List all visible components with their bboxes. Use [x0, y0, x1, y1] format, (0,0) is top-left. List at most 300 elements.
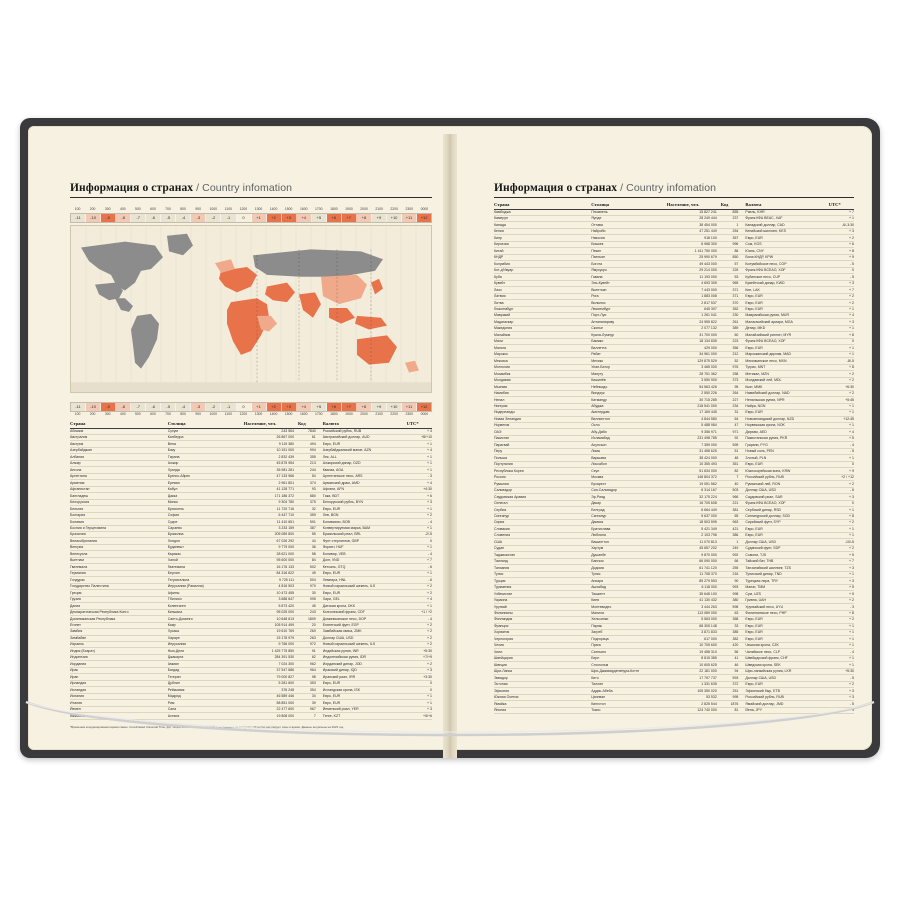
cell-currency: Белорусский рубль, BYN [320, 499, 407, 505]
cell-population: 22 181 000 [667, 668, 721, 674]
cell-code: 1 [721, 539, 743, 545]
cell-utc: + 3 [407, 499, 432, 505]
cell-utc: + 3 [829, 578, 854, 584]
cell-currency: Австралийский доллар, AUD [320, 434, 407, 440]
timezone-offset-cell: -8 [116, 403, 131, 411]
cell-currency: Евро, EUR [742, 461, 828, 467]
cell-code: 49 [298, 570, 320, 576]
cell-population: 11 708 370 [667, 571, 721, 577]
timezone-offset-cell: +3 [282, 403, 297, 411]
cell-population: 9 304 780 [244, 499, 298, 505]
cell-utc: + 1 [829, 422, 854, 428]
cell-country: Нигерия [494, 403, 591, 409]
cell-utc: + 4 [407, 447, 432, 453]
cell-capital: Рабат [591, 351, 667, 357]
cell-code: 494 [298, 441, 320, 447]
cell-utc: + 2 [407, 661, 432, 667]
cell-utc: + 1 [407, 460, 432, 466]
cell-country: ОАЭ [494, 429, 591, 435]
cell-currency: Новый израильский шекель, ILS [320, 583, 407, 589]
cell-currency: Евро, EUR [742, 345, 828, 351]
timezone-hour-label: 1100 [224, 207, 232, 211]
cell-utc: + 1 [829, 403, 854, 409]
cell-country: Йемен [70, 706, 168, 712]
cell-code: 7 [721, 474, 743, 480]
cell-code: 993 [721, 584, 743, 590]
country-table-left [70, 421, 432, 720]
cell-capital: Варшава [591, 455, 667, 461]
cell-country: Республика Корея [494, 468, 591, 474]
cell-code: 86 [721, 248, 743, 254]
cell-population: 105 350 020 [667, 688, 721, 694]
cell-currency: Евро, EUR [742, 300, 828, 306]
cell-capital: Афины [168, 590, 244, 596]
cell-population: 53 532 [667, 694, 721, 700]
cell-capital: Куала-Лумпур [591, 332, 667, 338]
timezone-hour-label: 1700 [315, 207, 323, 211]
cell-capital: Вильнюс [591, 300, 667, 306]
cell-country: Испания [70, 693, 168, 699]
cell-code: 994 [298, 447, 320, 453]
cell-utc: +5:30 [829, 668, 854, 674]
cell-capital: Ташкент [591, 591, 667, 597]
cell-code: 254 [721, 228, 743, 234]
cell-currency: Танзанийский шиллинг, TZS [742, 565, 828, 571]
cell-capital: Подгорица [591, 636, 667, 642]
cell-capital: Хельсинки [591, 617, 667, 623]
cell-code: 963 [721, 520, 743, 526]
cell-currency: Евро, EUR [742, 629, 828, 635]
cell-currency: Злотый, PLN [742, 455, 828, 461]
cell-population: 85 279 553 [667, 578, 721, 584]
cell-country: Молдавия [494, 377, 591, 383]
cell-currency: Суданский фунт, SDP [742, 545, 828, 551]
cell-utc: + 6 [829, 241, 854, 247]
cell-utc: + 3 [407, 706, 432, 712]
cell-utc: + 2 [829, 681, 854, 687]
cell-capital: Луанда [168, 467, 244, 473]
cell-population: 8 815 385 [667, 655, 721, 661]
cell-country: Мали [494, 338, 591, 344]
timezone-offset-cell: +4 [297, 214, 312, 222]
cell-population: 18 134 835 [667, 338, 721, 344]
timezone-offset-cell: -9 [101, 214, 116, 222]
cell-country: Тунис [494, 571, 591, 577]
timezone-offset-cell: +10 [387, 214, 402, 222]
cell-country: Монголия [494, 364, 591, 370]
cell-utc: + 2 [829, 300, 854, 306]
cell-code: 504 [298, 577, 320, 583]
cell-country: Таиланд [494, 558, 591, 564]
cell-capital: Будапешт [168, 544, 244, 550]
cell-currency: Евро, EUR [320, 570, 407, 576]
cell-population: 66 090 000 [667, 558, 721, 564]
cell-population: 29 214 000 [667, 267, 721, 273]
cell-code: 57 [721, 261, 743, 267]
cell-code: 45 [298, 603, 320, 609]
cell-country: Филиппины [494, 610, 591, 616]
cell-currency: Доллар США, USD [320, 635, 407, 641]
cell-utc: + 7 [407, 557, 432, 563]
cell-utc: + 1 [829, 507, 854, 513]
cell-population: 2 103 796 [667, 532, 721, 538]
cell-currency: Датская крона, DKK [320, 603, 407, 609]
cell-currency: Шри-ланкийская рупия, LKR [742, 668, 828, 674]
col-country: Страна [70, 421, 168, 428]
timezone-hour-label: 500 [135, 412, 141, 416]
cell-currency: Южнокорейская вона, KRW [742, 468, 828, 474]
cell-currency: Российский рубль, RUB [320, 428, 407, 434]
left-page [36, 134, 460, 758]
cell-capital: Багдад [168, 667, 244, 673]
cell-capital: Астана [168, 713, 244, 719]
cell-utc: + 2 [829, 390, 854, 396]
cell-country: Австрия [70, 441, 168, 447]
cell-capital: Эль-Кувейт [591, 280, 667, 286]
cell-population: 5 637 000 [667, 513, 721, 519]
cell-capital: Кито [591, 675, 667, 681]
cell-currency: Денар, MKD [742, 325, 828, 331]
cell-population: 10 605 625 [667, 662, 721, 668]
cell-country: Израиль [70, 641, 168, 647]
cell-country: Франция [494, 623, 591, 629]
cell-utc: -2/-5 [407, 532, 432, 538]
cell-currency: Новый израильский шекель, ILS [320, 641, 407, 647]
cell-country: Чили [494, 649, 591, 655]
timezone-offset-cell: +3 [282, 214, 297, 222]
cell-currency: Кьят, MMK [742, 384, 828, 390]
cell-capital: Дублин [168, 680, 244, 686]
cell-currency: Сом, KGS [742, 241, 828, 247]
cell-country: Финляндия [494, 617, 591, 623]
cell-capital: Хараре [168, 635, 244, 641]
cell-population: 49 443 000 [667, 261, 721, 267]
cell-country: Камерун [494, 215, 591, 221]
cell-currency: Форинт, HUF [320, 544, 407, 550]
cell-currency: Кетсаль, GTQ [320, 564, 407, 570]
cell-country: Люксембург [494, 306, 591, 312]
cell-utc: 0 [829, 338, 854, 344]
right-page [464, 134, 880, 758]
cell-population: 376 248 [244, 687, 298, 693]
cell-capital: Ереван [168, 480, 244, 486]
cell-population: 24 955 822 [667, 319, 721, 325]
cell-population: 3 688 647 [244, 596, 298, 602]
cell-capital: Лиссабон [591, 461, 667, 467]
cell-capital: Ашхабад [591, 584, 667, 590]
cell-country: Албания [70, 454, 168, 460]
cell-population: 41 128 771 [244, 486, 298, 492]
cell-code: 264 [721, 390, 743, 396]
notebook-spine [443, 134, 457, 758]
world-map-svg [71, 226, 431, 392]
cell-currency: Евро, EUR [742, 623, 828, 629]
cell-population: 10 705 600 [667, 642, 721, 648]
cell-capital: Вашингтон [591, 539, 667, 545]
cell-population: 6 447 710 [244, 512, 298, 518]
col-utc: UTC* [407, 421, 432, 428]
cell-utc: - 4 [829, 649, 854, 655]
timezone-offset-cell: +2 [267, 403, 282, 411]
cell-currency: Швейцарский франк, CHF [742, 655, 828, 661]
cell-population: 6 968 300 [667, 241, 721, 247]
col-population: Население, чел. [667, 202, 721, 209]
cell-population: 45 657 202 [667, 545, 721, 551]
cell-utc: + 1 [829, 410, 854, 416]
cell-currency: Кувейтский динар, KWD [742, 280, 828, 286]
cell-population: 171 186 372 [244, 493, 298, 499]
cell-country: Зимбабве [70, 635, 168, 641]
cell-capital: Кабул [168, 486, 244, 492]
cell-country: Кипр [494, 235, 591, 241]
cell-currency: Евро, EUR [742, 681, 828, 687]
cell-code: 244 [298, 467, 320, 473]
cell-code: 55 [298, 532, 320, 538]
cell-currency: Боливар, VEB [320, 551, 407, 557]
cell-capital: Скопье [591, 325, 667, 331]
cell-utc: + 2 [829, 371, 854, 377]
cell-code: 98 [298, 674, 320, 680]
cell-population: 31 458 625 [667, 448, 721, 454]
cell-capital: Душанбе [591, 552, 667, 558]
cell-code: 591 [298, 519, 320, 525]
cell-currency: Евро, EUR [320, 590, 407, 596]
cell-currency: Индийская рупия, INR [320, 648, 407, 654]
cell-country: Шри-Ланка [494, 668, 591, 674]
cell-capital: Тирана [168, 454, 244, 460]
timezone-offset-cell: +5 [312, 214, 327, 222]
timezone-hour-label: 1900 [345, 412, 353, 416]
cell-currency: Сомони, TJS [742, 552, 828, 558]
title-divider-right [494, 197, 854, 198]
cell-code: 221 [721, 500, 743, 506]
cell-capital: Алжир [168, 460, 244, 466]
title-divider-left [70, 197, 432, 198]
cell-utc: + 5 [829, 584, 854, 590]
cell-population: 3 871 833 [667, 629, 721, 635]
cell-country: Колумбия [494, 261, 591, 267]
cell-code: 60 [721, 332, 743, 338]
timezone-hour-label: 200 [89, 412, 96, 416]
cell-code: 359 [298, 512, 320, 518]
cell-country: Сербия [494, 507, 591, 513]
cell-capital: Джакарта [168, 654, 244, 660]
cell-country: Иран [70, 674, 168, 680]
cell-capital: Лусака [168, 629, 244, 635]
timezone-offset-cell: -7 [131, 403, 146, 411]
timezone-offset-cell: +7 [342, 214, 357, 222]
cell-population: 3 465 000 [667, 364, 721, 370]
cell-utc: + 3 [829, 688, 854, 694]
cell-code: 996 [721, 241, 743, 247]
cell-population: 1 331 635 [667, 681, 721, 687]
cell-currency: Турецкая лира, TRY [742, 578, 828, 584]
cell-population: 9 779 000 [244, 544, 298, 550]
cell-country: Латвия [494, 293, 591, 299]
cell-currency: Египетский фунт, EGP [320, 622, 407, 628]
table-header-row [494, 202, 854, 209]
cell-population: 231 498 785 [667, 435, 721, 441]
cell-code: 503 [721, 487, 743, 493]
cell-utc: + 8 [829, 610, 854, 616]
cell-currency: Лек, ALL [320, 454, 407, 460]
cell-country: Ямайка [494, 701, 591, 707]
cell-code: 82 [721, 468, 743, 474]
cell-population: 9 725 111 [244, 577, 298, 583]
cell-code: 260 [298, 629, 320, 635]
cell-utc: 0 [829, 461, 854, 467]
cell-population: 79 000 827 [244, 674, 298, 680]
timezone-hour-label: 1400 [269, 207, 278, 211]
cell-utc: 0 [407, 680, 432, 686]
cell-currency: Эфиопский быр, ETB [742, 688, 828, 694]
cell-code: 375 [298, 499, 320, 505]
cell-code: 970 [298, 583, 320, 589]
cell-capital: Прага [591, 642, 667, 648]
cell-population: 34 961 000 [667, 351, 721, 357]
timezone-offset-cell: +6 [327, 403, 342, 411]
cell-code: 62 [298, 654, 320, 660]
timezone-offsets-bottom [70, 402, 432, 412]
timezone-offset-cell: -10 [86, 214, 101, 222]
col-currency: Валюта [320, 421, 407, 428]
cell-population: 113 089 000 [667, 610, 721, 616]
cell-utc: + 5 [829, 591, 854, 597]
cell-code: 992 [721, 552, 743, 558]
cell-currency: Маврикийская рупия, MUR [742, 313, 828, 319]
timezone-offset-cell: -3 [191, 214, 206, 222]
cell-capital: Сукре [168, 519, 244, 525]
cell-country: Бразилия [70, 532, 168, 538]
cell-code: 65 [721, 513, 743, 519]
cell-capital: Мадрид [168, 693, 244, 699]
cell-population: 284 391 530 [244, 654, 298, 660]
cell-country: Исландия [70, 687, 168, 693]
cell-currency: Исландская крона, ISK [320, 687, 407, 693]
cell-country: Южная Осетия [494, 694, 591, 700]
cell-utc: + 1 [829, 642, 854, 648]
cell-country: Португалия [494, 461, 591, 467]
cell-utc: + 4 [829, 429, 854, 435]
cell-population: 11 193 000 [667, 274, 721, 280]
cell-population: 54 563 426 [667, 384, 721, 390]
cell-population: 6 664 449 [667, 507, 721, 513]
cell-code: 249 [721, 545, 743, 551]
col-population: Население, чел. [244, 421, 298, 428]
cell-capital: Асунсьон [591, 442, 667, 448]
timezone-offset-cell: -11 [71, 214, 86, 222]
cell-utc: + 3 [829, 228, 854, 234]
cell-utc: - 3 [829, 604, 854, 610]
cell-capital: Белград [591, 507, 667, 513]
cell-capital: Найроби [591, 228, 667, 234]
cell-utc: +6:30 [829, 384, 854, 390]
cell-utc: + 2 [829, 545, 854, 551]
col-capital: Столица [591, 202, 667, 209]
world-map [70, 225, 432, 393]
cell-capital: Рига [591, 293, 667, 299]
cell-utc: - 5 [829, 675, 854, 681]
cell-currency: Евро, EUR [742, 617, 828, 623]
cell-code: 243 [298, 609, 320, 615]
cell-currency: Франк КФА BCEAO, XOF [742, 267, 828, 273]
cell-population: 4 693 305 [667, 280, 721, 286]
cell-capital: Богота [591, 261, 667, 267]
cell-currency: Евро, EUR [742, 526, 828, 532]
timezone-offset-cell: -11 [71, 403, 86, 411]
cell-utc: + 1 [829, 455, 854, 461]
cell-code: 51 [721, 448, 743, 454]
cell-utc: + 2 [407, 622, 432, 628]
cell-capital: Гавана [591, 274, 667, 280]
cell-currency: Новый соль, PEN [742, 448, 828, 454]
cell-code: 251 [721, 688, 743, 694]
cell-utc: + 8 [829, 332, 854, 338]
cell-country: Бангладеш [70, 493, 168, 499]
cell-population: 5 873 420 [244, 603, 298, 609]
cell-utc: + 6 [407, 493, 432, 499]
cell-population: 429 000 [667, 345, 721, 351]
cell-currency: Кенийский шиллинг, KES [742, 228, 828, 234]
timezone-offset-cell: +8 [357, 214, 372, 222]
timezone-offsets-top [70, 213, 432, 223]
cell-capital: Яунде [591, 215, 667, 221]
cell-currency: Така, BDT [320, 493, 407, 499]
cell-code: 358 [721, 617, 743, 623]
cell-code: 84 [298, 557, 320, 563]
cell-utc: + 4 [407, 428, 432, 434]
cell-country: Танзания [494, 565, 591, 571]
cell-currency: Тугрик, MNT [742, 364, 828, 370]
cell-country: Польша [494, 455, 591, 461]
cell-code: 223 [721, 338, 743, 344]
cell-code: 385 [721, 629, 743, 635]
col-currency: Валюта [742, 202, 828, 209]
cell-currency: Ямайский доллар, JMD [742, 701, 828, 707]
cell-utc: + 2 [407, 590, 432, 596]
cell-code: 230 [721, 313, 743, 319]
cell-population: 10 648 613 [244, 616, 298, 622]
cell-currency: Афгани, AFN [320, 486, 407, 492]
cell-currency: Евро, EUR [320, 693, 407, 699]
cell-code: 964 [298, 667, 320, 673]
cell-utc: + 8 [829, 513, 854, 519]
cell-country: Македония [494, 325, 591, 331]
cell-population: 35 981 281 [244, 467, 298, 473]
cell-utc: +8/+10 [407, 434, 432, 440]
cell-currency: Доллар США, USD [742, 539, 828, 545]
cell-utc: - 4 [407, 616, 432, 622]
cell-currency: Румынский лей, RON [742, 481, 828, 487]
cell-country: Мьянма [494, 384, 591, 390]
cell-capital: Баку [168, 447, 244, 453]
cell-country: Кения [494, 228, 591, 234]
cell-currency: Замбийская квача, ZMK [320, 629, 407, 635]
cell-code: 90 [721, 578, 743, 584]
cell-code: 1876 [721, 701, 743, 707]
cell-code: 967 [298, 706, 320, 712]
cell-code: 263 [298, 635, 320, 641]
timezone-hour-label: 1500 [284, 207, 293, 211]
cell-population: 95 025 000 [244, 609, 298, 615]
cell-country: Туркмения [494, 584, 591, 590]
timezone-hour-label: 200 [89, 207, 96, 211]
timezone-hour-label: 700 [165, 412, 171, 416]
timezone-offset-cell: +9 [372, 403, 387, 411]
cell-code: 40 [721, 481, 743, 487]
cell-code: 7840 [298, 428, 320, 434]
col-code: Код [721, 202, 743, 209]
